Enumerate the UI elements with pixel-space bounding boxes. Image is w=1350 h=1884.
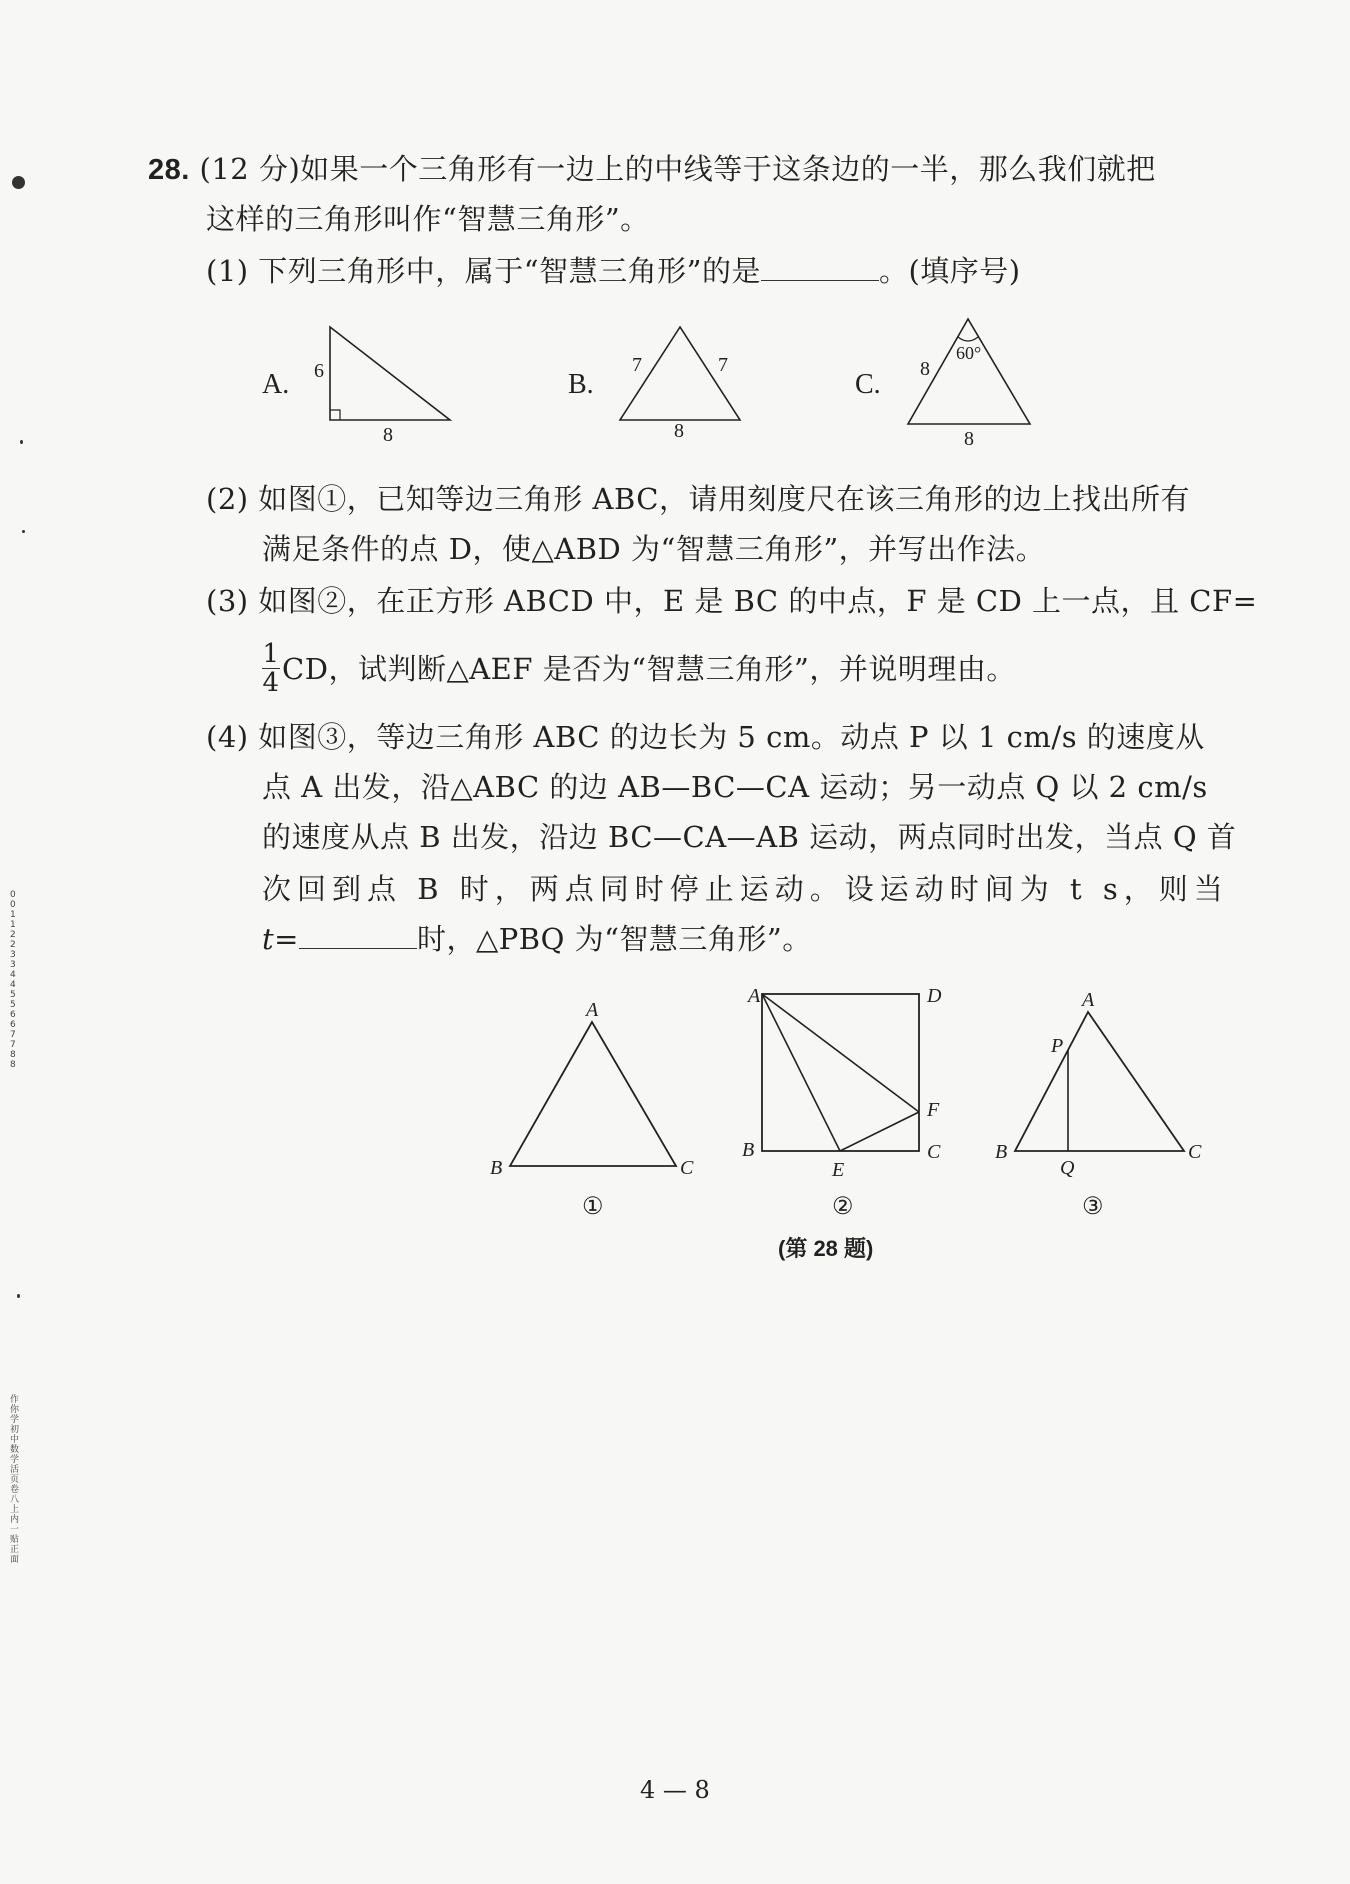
fig3-label-b: B [995,1141,1008,1163]
part4-line-2 [262,768,1208,806]
fraction-numerator: 1 [262,639,280,669]
fig1-label-a: A [586,999,599,1021]
fig2-segment-af [762,994,919,1112]
fig2-label-d: D [927,985,942,1007]
option-b-side3: 8 [674,420,684,442]
part2-line-2 [262,530,1045,568]
option-a-right-angle-mark [330,410,340,420]
part1-suffix: 。(填序号) [878,254,1021,288]
fig2-label-b: B [742,1139,755,1161]
margin-numbers: 00 11 22 33 44 55 66 77 88 [10,890,16,1070]
part2-text-2: 满足条件的点 D，使△ABD 为“智慧三角形”，并写出作法。 [262,532,1046,566]
figures-28 [480,980,1200,1240]
fig3-label-q: Q [1060,1157,1075,1179]
question-line-2 [206,200,650,238]
margin-dot [12,176,25,189]
fraction-denominator: 4 [262,668,280,698]
question-number: 28. [148,154,190,186]
figure-caption: (第 28 题) [778,1236,874,1261]
option-c-side1: 8 [920,358,930,380]
fig2-segment-ef [840,1112,919,1151]
fig2-label-e: E [832,1159,845,1181]
part4-line-5 [262,920,812,958]
question-line-1 [148,150,1156,189]
part3-line-1 [206,582,1257,620]
part4-t-equals: t= [262,922,299,956]
part4-text-1: (4) 如图③，等边三角形 ABC 的边长为 5 cm。动点 P 以 1 cm/s 的速度从 [206,720,1205,754]
fig3-triangle [1015,1012,1184,1151]
question-intro-2: 这样的三角形叫作“智慧三角形”。 [206,202,650,236]
part4-text-3: 的速度从点 B 出发，沿边 BC—CA—AB 运动，两点同时出发，当点 Q 首 [262,820,1237,854]
fig1-triangle [510,1022,676,1166]
options-figure [250,315,1050,450]
margin-book-title: 作你学初中数学活页卷 八上 内一贴正面 [10,1395,20,1565]
option-a-label: A. [262,369,290,400]
part1-answer-blank[interactable] [761,252,879,281]
fig1-label-c: C [680,1157,694,1179]
fig2-label-c: C [927,1141,941,1163]
part1-line [206,252,1021,290]
margin-tick [17,1294,20,1298]
fig2-square [762,994,919,1151]
fig3-label-p: P [1051,1035,1064,1057]
part1-prefix: (1) 下列三角形中，属于“智慧三角形”的是 [206,254,761,288]
question-intro-1: (12 分)如果一个三角形有一边上的中线等于这条边的一半，那么我们就把 [199,152,1156,186]
fig1-caption: ① [582,1194,604,1220]
fig2-label-a: A [748,985,761,1007]
part4-text-2: 点 A 出发，沿△ABC 的边 AB—BC—CA 运动；另一动点 Q 以 2 cm/s [262,770,1208,804]
option-a-triangle [330,327,450,420]
part2-text-1: (2) 如图①，已知等边三角形 ABC，请用刻度尺在该三角形的边上找出所有 [206,482,1190,516]
page-number: 4 — 8 [640,1776,710,1804]
fig3-caption: ③ [1082,1194,1104,1220]
option-a-side2: 8 [383,424,393,446]
part2-line-1 [206,480,1190,518]
fig1-label-b: B [490,1157,503,1179]
option-a-side1: 6 [314,360,324,382]
option-b-side2: 7 [718,354,728,376]
part3-line-2 [262,640,1016,697]
part4-text-5: 时，△PBQ 为“智慧三角形”。 [416,922,812,956]
part3-text-2: CD，试判断△AEF 是否为“智慧三角形”，并说明理由。 [282,651,1016,686]
option-c-side2: 8 [964,428,974,450]
part3-text-1: (3) 如图②，在正方形 ABCD 中，E 是 BC 的中点，F 是 CD 上一点，且 CF= [206,584,1258,618]
part4-line-4 [262,870,1229,908]
part4-line-1 [206,718,1205,756]
fig2-segment-ae [762,994,840,1151]
part4-answer-blank[interactable] [299,920,417,949]
margin-tick [20,440,23,444]
fig3-label-c: C [1188,1141,1202,1163]
option-b-label: B. [568,369,594,400]
option-c-label: C. [855,369,881,400]
part4-text-4: 次回到点 B 时，两点同时停止运动。设运动时间为 t s，则当 [262,872,1229,906]
fraction-one-quarter [262,640,280,697]
option-b-side1: 7 [632,354,642,376]
fig2-label-f: F [927,1099,940,1121]
margin-tick [22,530,25,533]
fig3-label-a: A [1082,989,1095,1011]
fig2-caption: ② [832,1194,854,1220]
part4-line-3 [262,818,1236,856]
option-c-angle: 60° [956,343,982,363]
option-c-angle-arc [958,337,978,341]
